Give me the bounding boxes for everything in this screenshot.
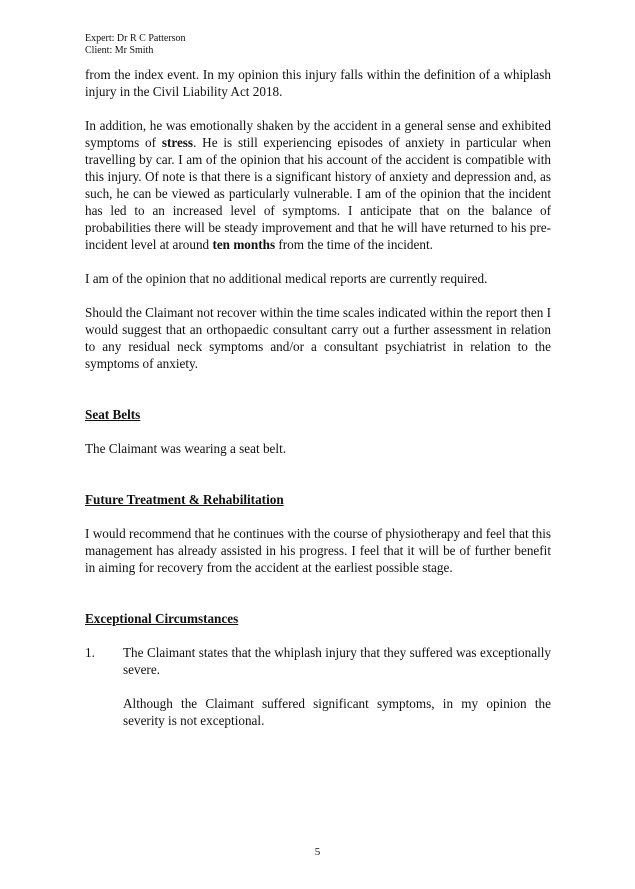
text-span: In addition, he was emotionally shaken by the accident in a general sense and exhibited symptoms of	[85, 118, 551, 150]
heading-future-treatment: Future Treatment & Rehabilitation	[85, 492, 284, 507]
bold-stress: stress	[161, 135, 194, 150]
page-number: 5	[314, 846, 321, 858]
expert-line: Expert: Dr R C Patterson	[85, 33, 186, 44]
paragraph-emotional-symptoms	[85, 117, 551, 253]
numbered-item-1	[85, 644, 551, 746]
item-number: 1.	[85, 645, 95, 660]
heading-seat-belts: Seat Belts	[85, 407, 141, 422]
bold-ten-months: ten months	[212, 237, 276, 252]
paragraph-further-assessment: Should the Claimant not recover within the time scales indicated within the report then I would suggest that an orthopaedic consultant carry out a further assessment in relation to any residual neck symptoms and/or a consultant psychiatrist in relation to the symptoms of anxiety.	[85, 305, 551, 371]
heading-exceptional-circumstances: Exceptional Circumstances	[85, 611, 239, 626]
text-span: . He is still experiencing episodes of anxiety in particular when travelling by car. I am of the opinion that his account of the accident is compatible with this injury. Of note is that there is a significant history of anxiety and depression and, as such, he can be viewed as particularly vulnerable. I am of the opinion that the incident has led to an increased level of symptoms. I anticipate that on the balance of probabilities there will be steady improvement and that he will have returned to his pre-incident level at around	[85, 135, 551, 252]
report-body	[85, 66, 551, 763]
client-line: Client: Mr Smith	[85, 45, 154, 56]
item-body	[123, 644, 551, 746]
item-opinion: Although the Claimant suffered significant symptoms, in my opinion the severity is not exceptional.	[123, 696, 551, 728]
paragraph-index-event: from the index event. In my opinion this injury falls within the definition of a whiplash injury in the Civil Liability Act 2018.	[85, 67, 551, 99]
paragraph-future-treatment: I would recommend that he continues with the course of physiotherapy and feel that this management has already assisted in his progress. I feel that it will be of further benefit in aiming for recovery from the accident at the earliest possible stage.	[85, 526, 551, 575]
item-statement: The Claimant states that the whiplash injury that they suffered was exceptionally severe.	[123, 645, 551, 677]
page-header	[85, 33, 186, 57]
paragraph-no-additional-reports: I am of the opinion that no additional medical reports are currently required.	[85, 271, 488, 286]
paragraph-seat-belts: The Claimant was wearing a seat belt.	[85, 441, 287, 456]
text-span: from the time of the incident.	[275, 237, 433, 252]
